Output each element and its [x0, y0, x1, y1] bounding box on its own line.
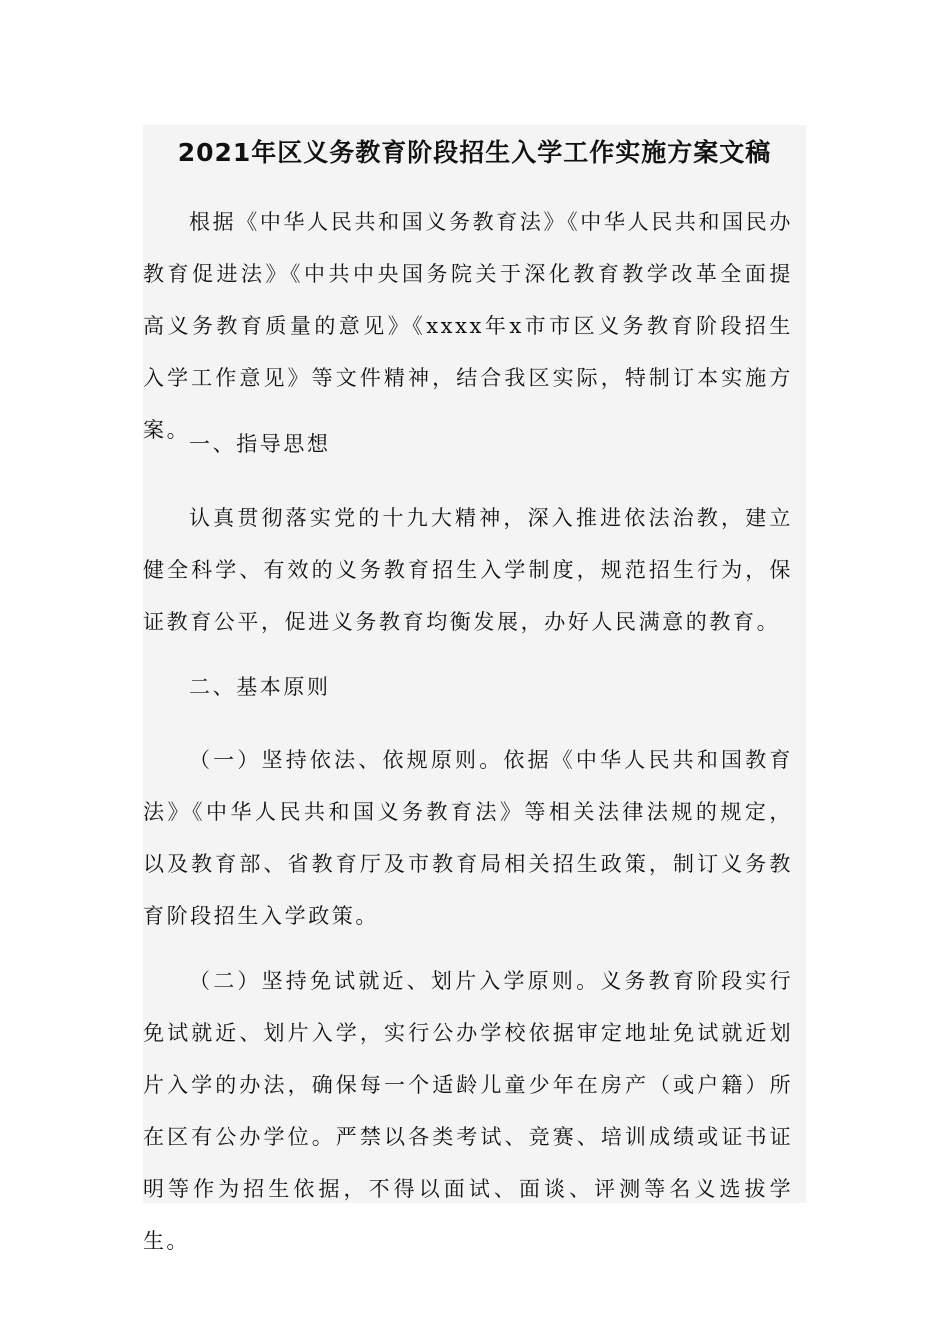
guiding-ideology-paragraph: 认真贯彻落实党的十九大精神，深入推进依法治教，建立健全科学、有效的义务教育招生入学制度，规范招生行为，保证教育公平，促进义务教育均衡发展，办好人民满意的教育。: [143, 506, 793, 634]
intro-paragraph: 根据《中华人民共和国义务教育法》《中华人民共和国民办教育促进法》《中共中央国务院关于深化教育教学改革全面提高义务教育质量的意见》《xxxx年x市市区义务教育阶段招生入学工作意见》等文件精神，结合我区实际，特制订本实施方案。: [143, 210, 793, 442]
section-heading-guiding-ideology: 一、指导思想: [189, 432, 331, 456]
principle-item-2: （二）坚持免试就近、划片入学原则。义务教育阶段实行免试就近、划片入学，实行公办学校依据审定地址免试就近划片入学的办法，确保每一个适龄儿童少年在房产（或户籍）所在区有公办学位。严禁以各类考试、竞赛、培训成绩或证书证明等作为招生依据，不得以面试、面谈、评测等名义选拔学生。: [143, 969, 793, 1253]
section-heading-basic-principles: 二、基本原则: [189, 675, 331, 699]
principle-item-1: （一）坚持依法、依规原则。依据《中华人民共和国教育法》《中华人民共和国义务教育法》等相关法律法规的规定，以及教育部、省教育厅及市教育局相关招生政策，制订义务教育阶段招生入学政策。: [143, 748, 793, 928]
document-title: 2021年区义务教育阶段招生入学工作实施方案文稿: [177, 138, 772, 167]
